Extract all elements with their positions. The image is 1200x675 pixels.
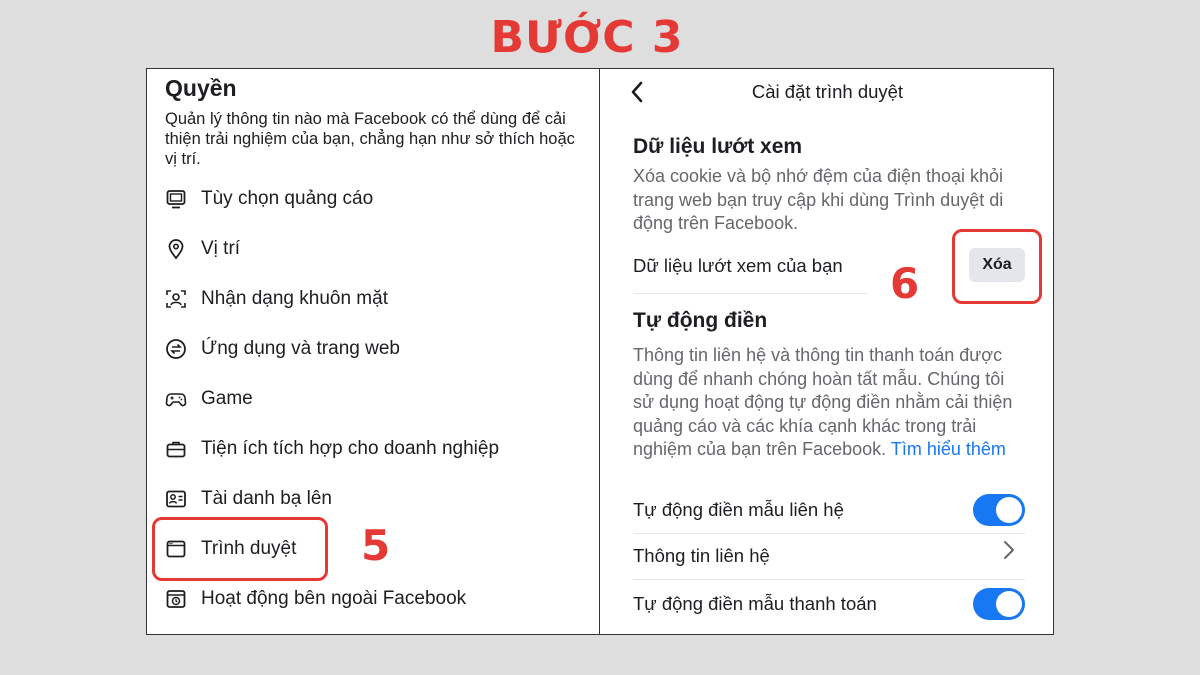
menu-item-label: Vị trí — [201, 238, 241, 259]
browser-highlight-box — [152, 517, 328, 581]
autofill-heading: Tự động điền — [633, 309, 768, 332]
permissions-heading: Quyền — [165, 75, 237, 101]
menu-item-off-facebook-activity[interactable] — [165, 584, 466, 614]
toggle-knob — [996, 591, 1022, 617]
menu-item-business-integrations[interactable] — [165, 434, 499, 464]
toggle-knob — [996, 497, 1022, 523]
menu-item-label: Game — [201, 388, 253, 409]
autofill-contact-toggle[interactable] — [973, 494, 1025, 526]
browsing-data-description: Xóa cookie và bộ nhớ đệm của điện thoại khỏi trang web bạn truy cập khi dùng Trình duyệt di động trên Facebook. — [633, 166, 1004, 233]
menu-item-face-recognition[interactable] — [165, 284, 388, 314]
menu-item-ad-preferences[interactable] — [165, 184, 373, 214]
row-separator — [633, 293, 868, 294]
browser-settings-panel — [600, 69, 1055, 634]
location-pin-icon — [165, 238, 187, 260]
browsing-data-row-label: Dữ liệu lướt xem của bạn — [633, 255, 843, 276]
face-recognition-icon — [165, 288, 187, 310]
menu-item-label: Tiện ích tích hợp cho doanh nghiệp — [201, 438, 500, 459]
menu-item-label: Nhận dạng khuôn mặt — [201, 288, 388, 309]
gamepad-icon — [165, 388, 187, 410]
apps-websites-icon — [165, 338, 187, 360]
menu-item-game[interactable] — [165, 384, 253, 414]
page-title: Cài đặt trình duyệt — [751, 81, 904, 102]
briefcase-icon — [165, 438, 187, 460]
menu-item-label: Hoạt động bên ngoài Facebook — [201, 588, 467, 609]
menu-item-location[interactable] — [165, 234, 240, 264]
menu-item-label: Tùy chọn quảng cáo — [201, 188, 374, 209]
clear-browsing-data-button[interactable]: Xóa — [969, 248, 1025, 282]
row-separator — [633, 533, 1025, 534]
step-marker-5: 5 — [361, 521, 391, 570]
menu-item-upload-contacts[interactable] — [165, 484, 332, 514]
autofill-contact-row-label: Tự động điền mẫu liên hệ — [633, 499, 844, 520]
autofill-payment-toggle[interactable] — [973, 588, 1025, 620]
ad-preferences-icon — [165, 188, 187, 210]
autofill-description: Thông tin liên hệ và thông tin thanh toán được dùng để nhanh chóng hoàn tất mẫu. Chúng tôi sử dụng hoạt động tự động điền nhằm cải thiện quảng cáo và các khía cạnh khác trong trải nghiệm của bạn trên Facebook. Tìm hiểu thêm — [633, 345, 1013, 459]
off-facebook-activity-icon — [165, 588, 187, 610]
chevron-right-icon[interactable] — [1002, 539, 1016, 566]
step-title: BƯỚC 3 — [490, 12, 684, 63]
clear-button-highlight-box — [952, 229, 1042, 304]
permissions-description: Quản lý thông tin nào mà Facebook có thể dùng để cải thiện trải nghiệm của bạn, chẳng hạn như sở thích hoặc vị trí. — [165, 110, 575, 168]
contact-info-row-label[interactable]: Thông tin liên hệ — [633, 545, 770, 566]
learn-more-link[interactable]: Tìm hiểu thêm — [890, 439, 1006, 459]
menu-item-label: Trình duyệt — [201, 538, 297, 559]
screenshot-frame — [146, 68, 1054, 635]
contacts-icon — [165, 488, 187, 510]
autofill-payment-row-label: Tự động điền mẫu thanh toán — [633, 593, 877, 614]
row-separator — [633, 579, 1025, 580]
menu-item-label: Tài danh bạ lên — [201, 488, 332, 509]
menu-item-label: Ứng dụng và trang web — [201, 338, 400, 359]
browsing-data-heading: Dữ liệu lướt xem — [633, 135, 803, 158]
menu-item-apps-websites[interactable] — [165, 334, 400, 364]
step-marker-6: 6 — [890, 259, 920, 308]
permissions-panel — [147, 69, 599, 634]
